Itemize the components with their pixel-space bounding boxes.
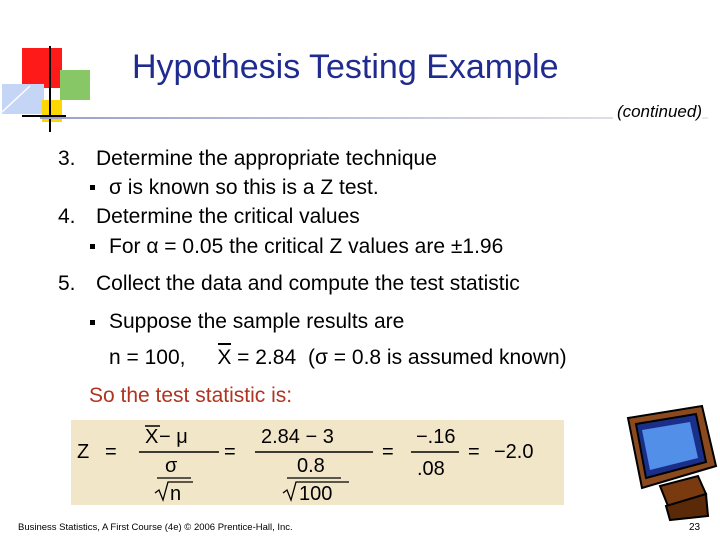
page-title: Hypothesis Testing Example bbox=[132, 48, 559, 86]
frac2-numerator: 2.84 − 3 bbox=[261, 426, 334, 448]
step-text: Determine the critical values bbox=[96, 205, 360, 228]
z-symbol: Z bbox=[77, 441, 90, 463]
step-text: Collect the data and compute the test statistic bbox=[96, 272, 520, 295]
tv-icon bbox=[620, 402, 720, 522]
result-value: −2.0 bbox=[494, 441, 534, 463]
bullet-icon bbox=[90, 185, 95, 190]
step-text: Determine the appropriate technique bbox=[96, 147, 437, 170]
sqrt-100: 100 bbox=[299, 483, 333, 505]
equals-sign: = bbox=[105, 441, 117, 463]
step-number: 4. bbox=[58, 205, 76, 228]
footer-text: Business Statistics, A First Course (4e) © 2006 Prentice-Hall, Inc. bbox=[18, 522, 293, 533]
subtitle: (continued) bbox=[613, 102, 702, 122]
frac3-numerator: −.16 bbox=[416, 426, 456, 448]
bullet-icon bbox=[90, 320, 95, 325]
sample-results bbox=[109, 346, 567, 370]
equals-sign: = bbox=[224, 441, 236, 463]
test-statistic-formula bbox=[71, 420, 564, 505]
conclusion-text: So the test statistic is: bbox=[89, 384, 293, 407]
bullet-icon bbox=[90, 244, 95, 249]
frac3-denominator: .08 bbox=[417, 458, 445, 480]
equals-sign: = bbox=[382, 441, 394, 463]
sample-size: n = 100, bbox=[109, 346, 186, 369]
step-3-bullet: σ is known so this is a Z test. bbox=[109, 176, 379, 199]
corner-decoration bbox=[0, 0, 110, 140]
xbar-symbol: X bbox=[145, 426, 159, 448]
sqrt-n: n bbox=[170, 483, 182, 505]
step-5-bullet: Suppose the sample results are bbox=[109, 310, 405, 333]
step-number: 5. bbox=[58, 272, 76, 295]
step-4-bullet: For α = 0.05 the critical Z values are ±1.96 bbox=[109, 235, 504, 258]
minus-mu: − μ bbox=[159, 426, 188, 448]
step-4 bbox=[58, 205, 360, 229]
title-divider bbox=[40, 117, 708, 119]
page-number: 23 bbox=[689, 522, 701, 533]
sigma-symbol: σ bbox=[165, 455, 178, 477]
x-bar-value: = 2.84 bbox=[231, 346, 297, 369]
step-5 bbox=[58, 272, 520, 296]
formula-box bbox=[71, 420, 564, 505]
step-3 bbox=[58, 147, 437, 171]
x-bar-symbol: X bbox=[217, 346, 232, 369]
step-number: 3. bbox=[58, 147, 76, 170]
sigma-note: (σ = 0.8 is assumed known) bbox=[308, 346, 567, 369]
frac2-den-top: 0.8 bbox=[297, 455, 325, 477]
equals-sign: = bbox=[468, 441, 480, 463]
